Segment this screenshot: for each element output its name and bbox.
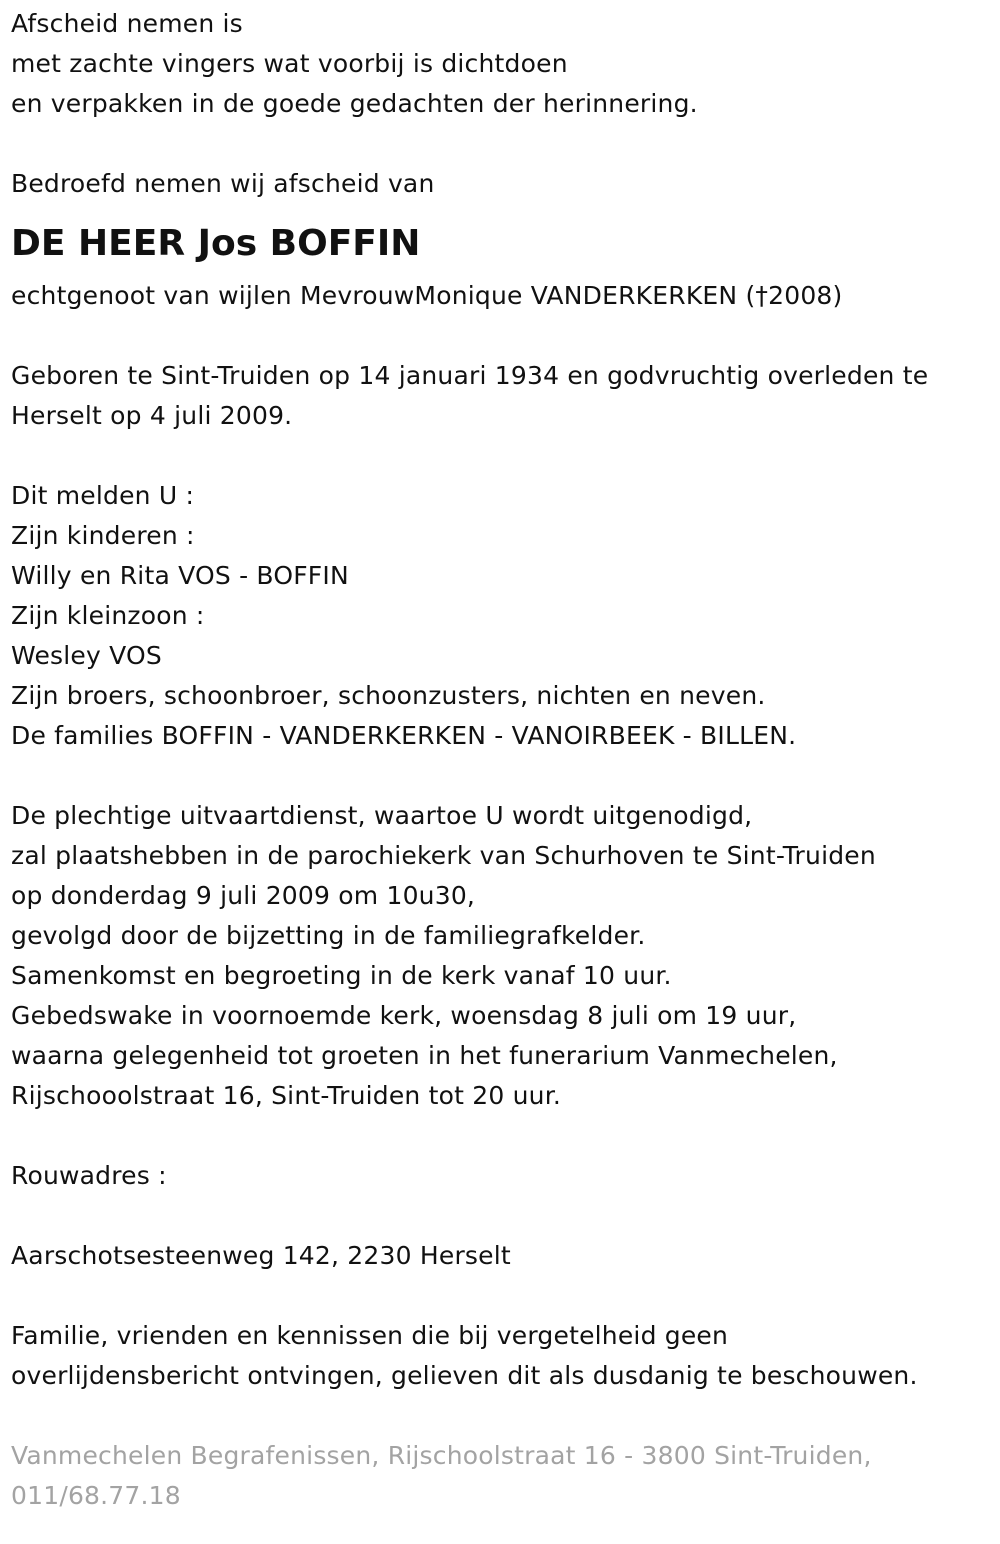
service-line: Gebedswake in voornoemde kerk, woensdag 8 juli om 19 uur, xyxy=(11,1001,797,1030)
birth-death-line: Geboren te Sint-Truiden op 14 januari 1934 en godvruchtig overleden te xyxy=(11,361,929,390)
service-line: op donderdag 9 juli 2009 om 10u30, xyxy=(11,881,476,910)
spacer xyxy=(11,1196,996,1236)
spouse-line: echtgenoot van wijlen MevrouwMonique VANDERKERKEN (†2008) xyxy=(11,281,843,310)
deceased-name: DE HEER Jos BOFFIN xyxy=(11,223,421,264)
service-line: gevolgd door de bijzetting in de familiegrafkelder. xyxy=(11,921,646,950)
poem-line: en verpakken in de goede gedachten der herinnering. xyxy=(11,89,698,118)
service-line: Samenkomst en begroeting in de kerk vanaf 10 uur. xyxy=(11,961,672,990)
closing-note xyxy=(11,1316,996,1396)
funeral-home-footer xyxy=(11,1436,996,1516)
closing-line: overlijdensbericht ontvingen, gelieven dit als dusdanig te beschouwen. xyxy=(11,1361,918,1390)
spacer xyxy=(11,436,996,476)
closing-line: Familie, vrienden en kennissen die bij vergetelheid geen xyxy=(11,1321,729,1350)
footer-line: 011/68.77.18 xyxy=(11,1481,181,1510)
birth-death-info xyxy=(11,356,996,436)
service-line: zal plaatshebben in de parochiekerk van Schurhoven te Sint-Truiden xyxy=(11,841,876,870)
service-line: waarna gelegenheid tot groeten in het funerarium Vanmechelen, xyxy=(11,1041,838,1070)
family-line: Zijn kleinzoon : xyxy=(11,601,205,630)
spacer xyxy=(11,1396,996,1436)
service-line: De plechtige uitvaartdienst, waartoe U wordt uitgenodigd, xyxy=(11,801,753,830)
service-line: Rijschooolstraat 16, Sint-Truiden tot 20 uur. xyxy=(11,1081,562,1110)
intro-text: Bedroefd nemen wij afscheid van xyxy=(11,169,435,198)
address-value: Aarschotsesteenweg 142, 2230 Herselt xyxy=(11,1241,511,1270)
address-label: Rouwadres : xyxy=(11,1161,167,1190)
family-line: Dit melden U : xyxy=(11,481,195,510)
footer-line: Vanmechelen Begrafenissen, Rijschoolstraat 16 - 3800 Sint-Truiden, xyxy=(11,1441,872,1470)
family-line: Zijn broers, schoonbroer, schoonzusters, nichten en neven. xyxy=(11,681,766,710)
family-line: Willy en Rita VOS - BOFFIN xyxy=(11,561,349,590)
family-line: Wesley VOS xyxy=(11,641,162,670)
poem xyxy=(11,4,996,124)
spacer xyxy=(11,1276,996,1316)
spacer xyxy=(11,1116,996,1156)
family-list xyxy=(11,476,996,756)
spacer xyxy=(11,756,996,796)
spacer xyxy=(11,204,996,220)
service-details xyxy=(11,796,996,1116)
obituary-notice xyxy=(11,4,996,1516)
poem-line: Afscheid nemen is xyxy=(11,9,243,38)
spacer xyxy=(11,124,996,164)
birth-death-line: Herselt op 4 juli 2009. xyxy=(11,401,293,430)
spacer xyxy=(11,316,996,356)
poem-line: met zachte vingers wat voorbij is dichtdoen xyxy=(11,49,568,78)
family-line: Zijn kinderen : xyxy=(11,521,195,550)
family-line: De families BOFFIN - VANDERKERKEN - VANOIRBEEK - BILLEN. xyxy=(11,721,797,750)
